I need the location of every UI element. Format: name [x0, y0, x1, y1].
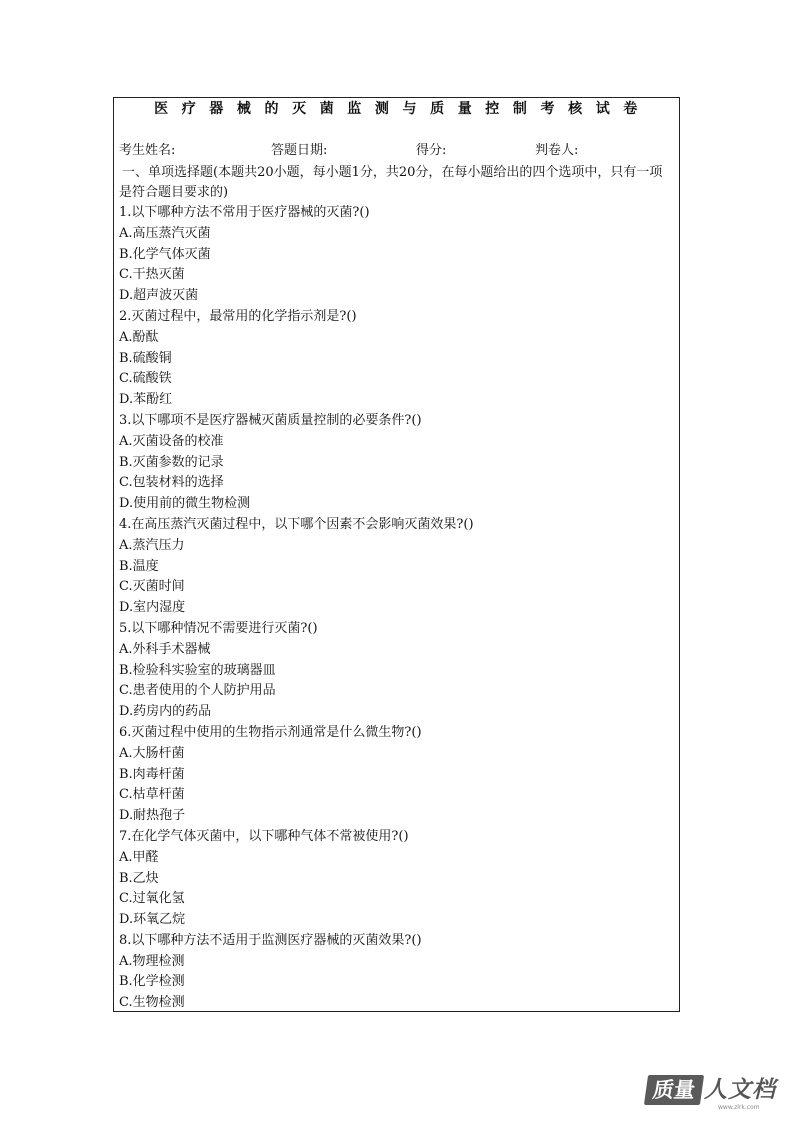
answer-option: A.高压蒸汽灭菌: [119, 225, 211, 241]
question-stem: 7.在化学气体灭菌中，以下哪种气体不常被使用?(): [119, 828, 409, 844]
watermark-brand: 人文档: [704, 1077, 776, 1103]
answer-option: C.生物检测: [119, 995, 185, 1011]
answer-option: A.外科手术器械: [119, 641, 211, 657]
question-stem: 8.以下哪种方法不适用于监测医疗器械的灭菌效果?(): [119, 932, 422, 948]
exam-title: 医疗器械的灭菌监测与质量控制考核试卷: [154, 101, 651, 117]
answer-option: B.乙炔: [119, 870, 159, 886]
answer-option: B.检验科实验室的玻璃器皿: [119, 662, 276, 678]
answer-option: C.硫酸铁: [119, 371, 172, 387]
question-list: [119, 202, 675, 1013]
watermark-logo: [646, 1075, 782, 1113]
answer-option: D.使用前的微生物检测: [119, 496, 251, 512]
grader-label: 判卷人:: [535, 143, 579, 158]
answer-option: B.化学检测: [119, 974, 185, 990]
answer-option: A.蒸汽压力: [119, 537, 185, 553]
answer-option: C.患者使用的个人防护用品: [119, 683, 276, 699]
answer-option: D.耐热孢子: [119, 808, 186, 824]
section-heading: 一、单项选择题(本题共20小题，每小题1分，共20分，在每小题给出的四个选项中，只有一项是符合题目要求的): [119, 165, 663, 200]
question-stem: 2.灭菌过程中，最常用的化学指示剂是?(): [119, 308, 357, 324]
question-stem: 6.灭菌过程中使用的生物指示剂通常是什么微生物?(): [119, 724, 422, 740]
answer-option: B.肉毒杆菌: [119, 766, 185, 782]
question-stem: 3.以下哪项不是医疗器械灭菌质量控制的必要条件?(): [119, 412, 422, 428]
watermark-url: www.zlrk.com: [718, 1104, 760, 1111]
answer-option: D.环氧乙烷: [119, 912, 186, 928]
score-label: 得分:: [416, 143, 447, 158]
answer-option: D.室内湿度: [119, 600, 186, 616]
answer-option: A.物理检测: [119, 953, 185, 969]
answer-option: A.甲醛: [119, 849, 159, 865]
answer-option: A.灭菌设备的校准: [119, 433, 224, 449]
answer-option: C.干热灭菌: [119, 267, 185, 283]
answer-option: B.化学气体灭菌: [119, 246, 211, 262]
answer-option: D.苯酚红: [119, 392, 173, 408]
answer-option: A.大肠杆菌: [119, 745, 185, 761]
answer-option: C.过氧化氢: [119, 891, 185, 907]
answer-option: B.灭菌参数的记录: [119, 454, 224, 470]
answer-date-label: 答题日期:: [271, 143, 328, 158]
answer-option: A.酚酞: [119, 329, 159, 345]
answer-option: C.枯草杆菌: [119, 787, 185, 803]
question-stem: 4.在高压蒸汽灭菌过程中，以下哪个因素不会影响灭菌效果?(): [119, 516, 474, 532]
answer-option: C.包装材料的选择: [119, 475, 224, 491]
answer-option: D.超声波灭菌: [119, 288, 199, 304]
answer-option: D.药房内的药品: [119, 704, 212, 720]
exam-paper-frame: [113, 97, 680, 1012]
answer-option: B.硫酸铜: [119, 350, 172, 366]
answer-option: B.温度: [119, 558, 159, 574]
answer-option: C.灭菌时间: [119, 579, 185, 595]
question-stem: 5.以下哪种情况不需要进行灭菌?(): [119, 620, 318, 636]
question-stem: 1.以下哪种方法不常用于医疗器械的灭菌?(): [119, 205, 370, 220]
candidate-name-label: 考生姓名:: [119, 143, 176, 158]
watermark-box: 质量: [644, 1075, 704, 1105]
